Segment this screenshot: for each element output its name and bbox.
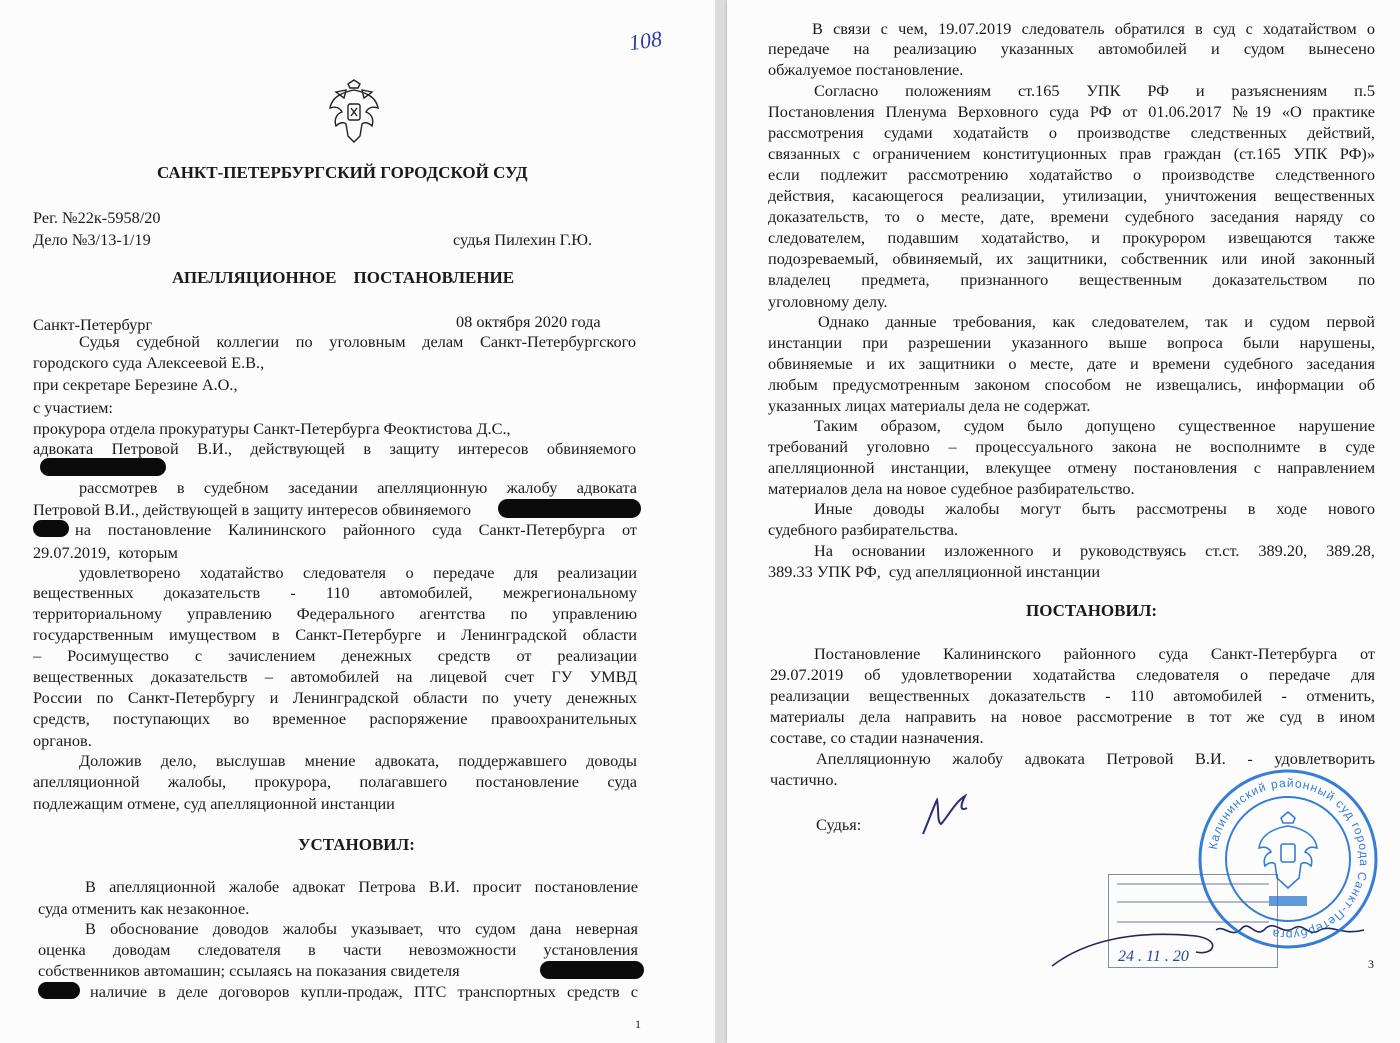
redaction-mark (38, 982, 80, 999)
judge-signature (915, 790, 985, 840)
redaction-mark (33, 520, 69, 537)
right-p2-line: действия, касающегося реализации, утилизации, уничтожения вещественных (768, 186, 1375, 205)
right-p3-line: любым предусмотренным законом способом не извещались, информации об (768, 375, 1375, 394)
right-p1-line: обжалуемое постановление. (768, 60, 964, 79)
redaction-mark (40, 458, 166, 476)
right-p2-line: если подлежит рассмотрению ходатайство о производстве следственного (768, 165, 1375, 184)
judge-signature-label: Судья: (816, 815, 862, 834)
right-p3-line: обвиняемые и их защитники о месте, дате и времени судебного заседания (768, 354, 1375, 373)
right-p4-line: Таким образом, судом было допущено существенное нарушение (814, 416, 1375, 435)
right-p2-line: следователем, подавшим ходатайство, и прокурором извещаются также (768, 228, 1375, 247)
ruling-line: составе, со стадии назначения. (770, 728, 984, 747)
right-p4-line: требований уголовно – процессуального закона не восполнимте в суде (768, 437, 1375, 456)
intro-line: с участием: (33, 398, 113, 417)
coat-of-arms-icon (326, 78, 382, 144)
ruling-line: 29.07.2019 об удовлетворении ходатайства следователя о передаче для (770, 665, 1375, 684)
report-line: подлежащим отмене, суд апелляционной инстанции (33, 794, 395, 813)
right-p2-line: Согласно положениям ст.165 УПК РФ и разъяснениям п.5 (814, 81, 1375, 100)
page-gutter (715, 0, 727, 1043)
ruling-line: реализации вещественных доказательств - 110 автомобилей - отменить, (770, 686, 1375, 705)
satisfied-line: удовлетворено ходатайство следователя о передаче для реализации (79, 563, 637, 582)
city: Санкт-Петербург (33, 315, 153, 334)
right-p2-line: владелец предмета, признанного вещественным доказательством по (768, 270, 1375, 289)
satisfied-line: вещественных доказательств - 110 автомобилей, межрегиональному (33, 583, 637, 602)
right-p3-line: Однако данные требования, как следователем, так и судом первой (818, 312, 1375, 331)
grounds-line: собственников автомашин; ссылаясь на показания свидетеля (38, 961, 460, 980)
page-number: 3 (1368, 957, 1374, 971)
ruling-line: Постановление Калининского районного суда Санкт-Петербурга от (814, 644, 1375, 663)
grounds-line: наличие в деле договоров купли-продаж, ПТС транспортных средств с (90, 982, 638, 1001)
redaction-mark (498, 499, 641, 518)
right-p6-line: 389.33 УПК РФ, суд апелляционной инстанции (768, 562, 1101, 581)
review-line: рассмотрев в судебном заседании апелляционную жалобу адвоката (79, 478, 637, 497)
registration-number: Рег. №22к-5958/20 (33, 208, 161, 227)
right-p5-line: Иные доводы жалобы могут быть рассмотрены в ходе нового (814, 499, 1375, 518)
satisfied-line: средств, поступающих во временное распоряжение правоохранительных (33, 709, 637, 728)
intro-line: при секретаре Березине А.О., (33, 375, 238, 394)
report-line: Доложив дело, выслушав мнение адвоката, поддержавшего доводы (79, 751, 637, 770)
satisfied-line: – Росимущество с зачислением денежных средств от реализации (33, 646, 637, 665)
right-p2-line: Постановления Пленума Верховного суда РФ от 01.06.2017 №19 «О практике (768, 102, 1375, 121)
ruled-heading: ПОСТАНОВИЛ: (1026, 601, 1158, 620)
right-p3-line: инстанции при разрешении указанного выше вопроса были нарушены, (768, 333, 1375, 352)
court-title: САНКТ-ПЕТЕРБУРГСКИЙ ГОРОДСКОЙ СУД (157, 163, 528, 182)
right-p2-line: уголовному делу. (768, 292, 888, 311)
redaction-mark (540, 961, 644, 979)
right-p1-line: передаче на реализацию указанных автомобилей и судом вынесено (768, 39, 1375, 58)
report-line: апелляционной жалобы, прокурора, полагавшего постановление суда (33, 772, 637, 791)
document-date: 08 октября 2020 года (456, 312, 601, 331)
established-heading: УСТАНОВИЛ: (298, 835, 415, 854)
handwritten-page-number: 108 (627, 25, 664, 56)
document-title: АПЕЛЛЯЦИОННОЕ ПОСТАНОВЛЕНИЕ (172, 268, 515, 287)
satisfied-line: территориальному управлению Федерального агентства по управлению (33, 604, 637, 623)
appeal-line: В апелляционной жалобе адвокат Петрова В.И. просит постановление (85, 877, 638, 896)
appeal-result-line: частично. (770, 770, 838, 789)
judge-name: судья Пилехин Г.Ю. (453, 230, 593, 249)
seal-text: Калининский районный суд города Санкт-Петербурга (1205, 775, 1372, 943)
intro-line: прокурора отдела прокуратуры Санкт-Петербурга Феоктистова Д.С., (33, 419, 511, 438)
right-p4-line: апелляционной инстанции, влекущее отмену постановления с направлением (768, 458, 1375, 477)
right-p2-line: подозреваемый, обвиняемый, их защитники, собственник или иной законный (768, 249, 1375, 268)
right-p6-line: На основании изложенного и руководствуясь ст.ст. 389.20, 389.28, (814, 541, 1375, 560)
satisfied-line: вещественных доказательств – автомобилей на лицевой счет ГУ УМВД (33, 667, 637, 686)
right-p1-line: В связи с чем, 19.07.2019 следователь обратился в суд с ходатайством о (812, 19, 1375, 38)
appeal-result-line: Апелляционную жалобу адвоката Петровой В.И. - удовлетворить (816, 749, 1375, 768)
appeal-line: суда отменить как незаконное. (38, 899, 250, 918)
page-number: 1 (635, 1017, 641, 1031)
right-p2-line: рассмотрения судами ходатайств о производстве следственных действий, (768, 123, 1375, 142)
review-line: Петровой В.И., действующей в защиту интересов обвиняемого (33, 500, 472, 519)
right-p5-line: судебного разбирательства. (768, 520, 958, 539)
ruling-line: материалы дела направить на новое рассмотрение в тот же суд в ином (770, 707, 1375, 726)
intro-line: Судья судебной коллегии по уголовным делам Санкт-Петербургского (79, 332, 636, 351)
satisfied-line: России по Санкт-Петербургу и Ленинградской области по учету денежных (33, 688, 637, 707)
intro-line: адвоката Петровой В.И., действующей в защиту интересов обвиняемого (33, 439, 636, 458)
right-p2-line: доказательств, то о месте, дате, времени судебного заседания наряду со (768, 207, 1375, 226)
case-number: Дело №3/13-1/19 (33, 230, 151, 249)
court-seal-icon (1197, 768, 1379, 950)
intro-line: городского суда Алексеевой Е.В., (33, 353, 265, 372)
review-line: на постановление Калининского районного суда Санкт-Петербурга от (75, 520, 637, 539)
satisfied-line: органов. (33, 731, 92, 750)
copy-stamp-date: 24 . 11 . 20 (1118, 948, 1189, 965)
svg-text:Калининский районный суд город (1206, 776, 1371, 942)
right-p4-line: материалов дела на новое судебное разбирательство. (768, 479, 1135, 498)
grounds-line: оценка доводам следователя в части невозможности установления (38, 940, 638, 959)
right-p3-line: указанных лицах материалы дела не содержат. (768, 396, 1091, 415)
grounds-line: В обоснование доводов жалобы указывает, что судом дана неверная (85, 919, 638, 938)
satisfied-line: государственным имуществом в Санкт-Петербурге и Ленинградской области (33, 625, 637, 644)
right-p2-line: связанных с ограничением конституционных прав граждан (ст.165 УПК РФ)» (768, 144, 1375, 163)
review-line: 29.07.2019, которым (33, 543, 178, 562)
